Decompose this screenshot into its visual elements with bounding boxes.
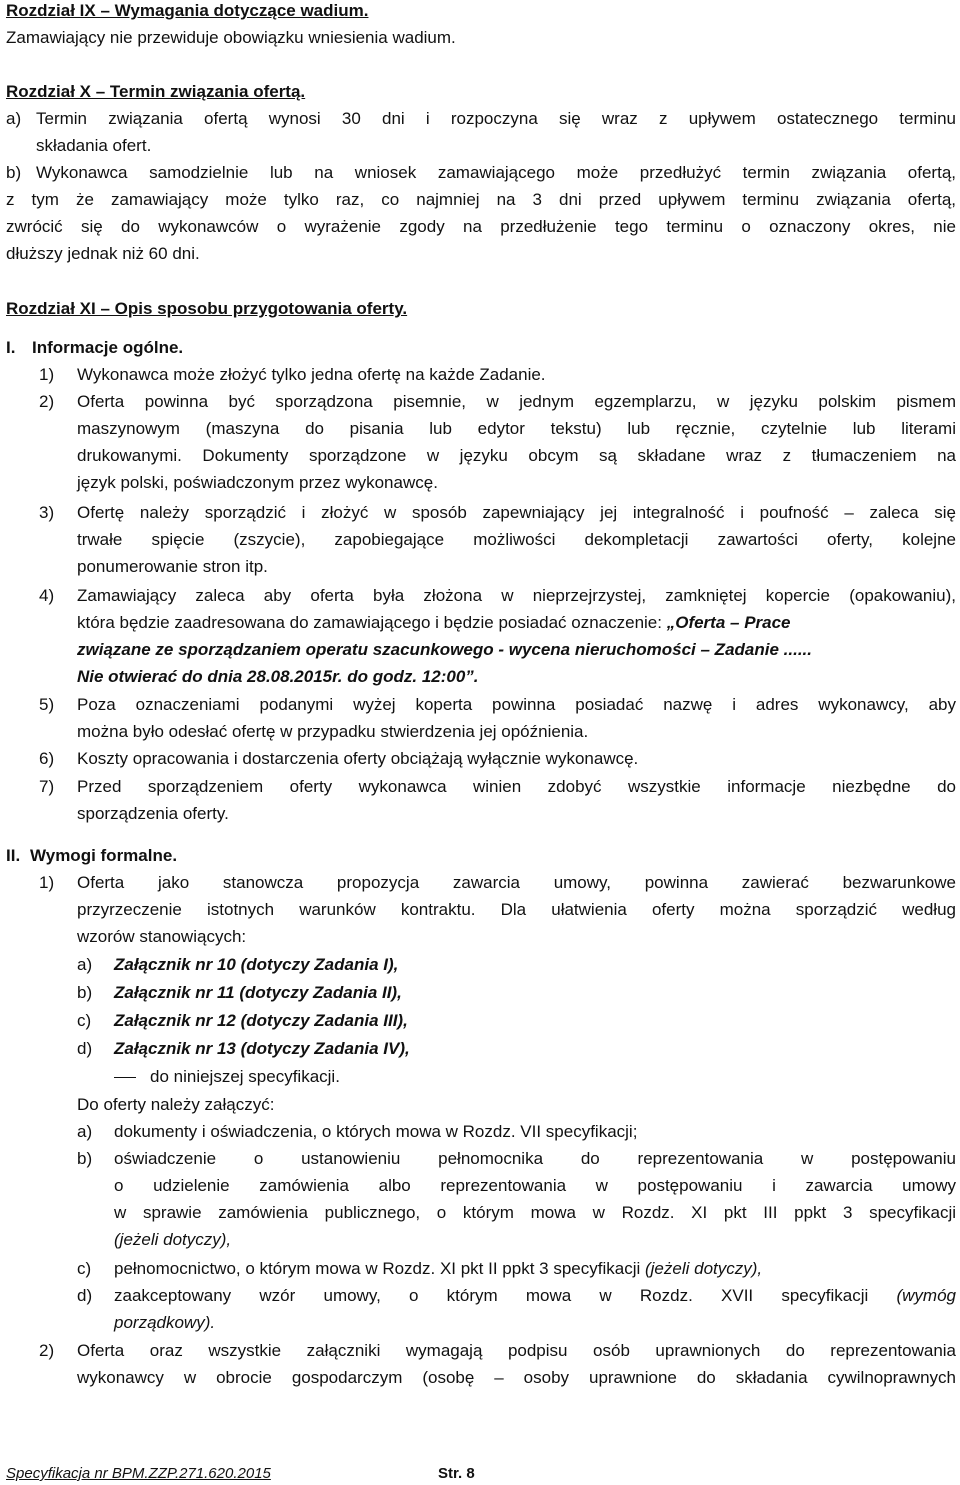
- attach-c-note: (jeżeli dotyczy),: [644, 1259, 763, 1278]
- item-2-line-1: Oferta powinna być sporządzona pisemnie, w jednym egzemplarzu, w języku polskim pismem: [77, 392, 956, 411]
- term-a-line-1: Termin związania ofertą wynosi 30 dni i rozpoczyna się wraz z upływem ostatecznego terminu: [36, 109, 956, 128]
- item-5-line-2: można było odesłać ofertę w przypadku stwierdzenia jej opóźnienia.: [77, 722, 589, 741]
- list-marker: 6): [39, 749, 55, 768]
- list-marker: 2): [39, 1341, 55, 1360]
- item-1-line-1: Wykonawca może złożyć tylko jedna ofertę na każde Zadanie.: [77, 365, 546, 384]
- attach-b-line-2: o udzielenie zamówienia albo reprezentowania w postępowaniu i zawarcia umowy: [114, 1176, 956, 1195]
- attach-a-text: dokumenty i oświadczenia, o których mowa w Rozdz. VII specyfikacji;: [114, 1122, 638, 1141]
- list-marker: b): [77, 1149, 93, 1168]
- section-2-title: Wymogi formalne.: [30, 846, 178, 865]
- item-4-line-2: [77, 612, 791, 634]
- list-marker: b): [77, 983, 93, 1002]
- formal-1-line-1: Oferta jako stanowcza propozycja zawarcia umowy, powinna zawierać bezwarunkowe: [77, 873, 956, 892]
- list-marker: a): [6, 109, 22, 128]
- item-6-line-1: Koszty opracowania i dostarczenia oferty obciążają wyłącznie wykonawcę.: [77, 749, 639, 768]
- item-3-line-1: Ofertę należy sporządzić i złożyć w sposób zapewniający jej integralność i poufność – zaleca się: [77, 503, 956, 522]
- item-2-line-3: drukowanymi. Dokumenty sporządzone w języku obcym są składane wraz z tłumaczeniem na: [77, 446, 956, 465]
- chapter-10-heading: Rozdział X – Termin związania ofertą.: [6, 82, 306, 101]
- item-3-line-2: trwałe spięcie (zszycie), zapobiegające możliwości dekompletacji zawartości oferty, kolejne: [77, 530, 956, 549]
- list-marker: 2): [39, 392, 55, 411]
- dash-marker: [114, 1077, 136, 1078]
- term-a-line-2: składania ofert.: [36, 136, 152, 155]
- attachments-intro: Do oferty należy załączyć:: [77, 1095, 275, 1114]
- list-marker: d): [77, 1286, 93, 1305]
- list-marker: c): [77, 1259, 92, 1278]
- footer-specification: Specyfikacja nr BPM.ZZP.271.620.2015: [6, 1465, 271, 1482]
- item-2-line-4: język polski, poświadczonym przez wykonawcę.: [77, 473, 438, 492]
- item-4-line-2-text: która będzie zaadresowana do zamawiającego i będzie posiadać oznaczenie:: [77, 613, 667, 632]
- item-4-line-1: Zamawiający zaleca aby oferta była złożona w nieprzejrzystej, zamkniętej kopercie (opakowaniu),: [77, 586, 956, 605]
- page-number: Str. 8: [438, 1465, 475, 1482]
- section-2-marker: II.: [6, 846, 21, 865]
- term-b-line-1: Wykonawca samodzielnie lub na wniosek zamawiającego może przedłużyć termin związania ofertą,: [36, 163, 956, 182]
- list-marker: d): [77, 1039, 93, 1058]
- term-b-line-3: zwrócić się do wykonawców o wyrażenie zgody na przedłużenie tego terminu o oznaczony okres, nie: [6, 217, 956, 236]
- list-marker: b): [6, 163, 22, 182]
- attachment-12: Załącznik nr 12 (dotyczy Zadania III),: [114, 1011, 408, 1030]
- formal-1-line-3: wzorów stanowiących:: [77, 927, 247, 946]
- list-marker: 1): [39, 365, 55, 384]
- item-7-line-1: Przed sporządzeniem oferty wykonawca winien zdobyć wszystkie informacje niezbędne do: [77, 777, 956, 796]
- attach-b-line-1: oświadczenie o ustanowieniu pełnomocnika do reprezentowania w postępowaniu: [114, 1149, 956, 1168]
- attach-b-line-4: (jeżeli dotyczy),: [114, 1230, 232, 1249]
- item-5-line-1: Poza oznaczeniami podanymi wyżej koperta powinna posiadać nazwę i adres wykonawcy, aby: [77, 695, 956, 714]
- attach-d-line-1: [114, 1285, 956, 1307]
- list-marker: a): [77, 1122, 93, 1141]
- list-marker: 4): [39, 586, 55, 605]
- item-7-line-2: sporządzenia oferty.: [77, 804, 229, 823]
- chapter-9-text: Zamawiający nie przewiduje obowiązku wniesienia wadium.: [6, 28, 456, 47]
- section-1-title: Informacje ogólne.: [32, 338, 184, 357]
- attach-d-line-2: porządkowy).: [114, 1313, 216, 1332]
- term-b-line-2: z tym że zamawiający może tylko raz, co najmniej na 3 dni przed upływem terminu związania ofertą,: [6, 190, 956, 209]
- attachment-11: Załącznik nr 11 (dotyczy Zadania II),: [114, 983, 402, 1002]
- attachment-13: Załącznik nr 13 (dotyczy Zadania IV),: [114, 1039, 410, 1058]
- offer-label-line-3: Nie otwierać do dnia 28.08.2015r. do godz. 12:00”.: [77, 667, 479, 686]
- list-marker: 1): [39, 873, 55, 892]
- item-2-line-2: maszynowym (maszyna do pisania lub edytor tekstu) lub ręcznie, czytelnie lub literami: [77, 419, 956, 438]
- attach-c-line-1: [114, 1258, 762, 1280]
- list-marker: c): [77, 1011, 92, 1030]
- list-marker: 3): [39, 503, 55, 522]
- term-b-line-4: dłuższy jednak niż 60 dni.: [6, 244, 200, 263]
- formal-2-line-1: Oferta oraz wszystkie załączniki wymagają podpisu osób uprawnionych do reprezentowania: [77, 1341, 956, 1360]
- attach-c-text: pełnomocnictwo, o którym mowa w Rozdz. XI pkt II ppkt 3 specyfikacji: [114, 1259, 645, 1278]
- chapter-11-heading: Rozdział XI – Opis sposobu przygotowania oferty.: [6, 299, 408, 318]
- section-1-marker: I.: [6, 338, 16, 357]
- offer-label-line-2: związane ze sporządzaniem operatu szacunkowego - wycena nieruchomości – Zadanie ......: [77, 640, 812, 659]
- formal-2-line-2: wykonawcy w obrocie gospodarczym (osobę – osoby uprawnione do składania cywilnoprawnych: [77, 1368, 956, 1387]
- dash-text: do niniejszej specyfikacji.: [150, 1067, 340, 1086]
- chapter-9-heading: Rozdział IX – Wymagania dotyczące wadium.: [6, 1, 369, 20]
- attach-d-text: zaakceptowany wzór umowy, o którym mowa w Rozdz. XVII specyfikacji: [114, 1286, 897, 1305]
- list-marker: 5): [39, 695, 55, 714]
- attach-d-note: (wymóg: [896, 1286, 956, 1305]
- item-3-line-3: ponumerowanie stron itp.: [77, 557, 268, 576]
- offer-label-start: „Oferta – Prace: [666, 613, 791, 632]
- attachment-10: Załącznik nr 10 (dotyczy Zadania I),: [114, 955, 399, 974]
- list-marker: a): [77, 955, 93, 974]
- attach-b-line-3: w sprawie zamówienia publicznego, o którym mowa w Rozdz. XI pkt III ppkt 3 specyfikacji: [114, 1203, 956, 1222]
- list-marker: 7): [39, 777, 55, 796]
- formal-1-line-2: przyrzeczenie istotnych warunków kontraktu. Dla ułatwienia oferty można sporządzić według: [77, 900, 956, 919]
